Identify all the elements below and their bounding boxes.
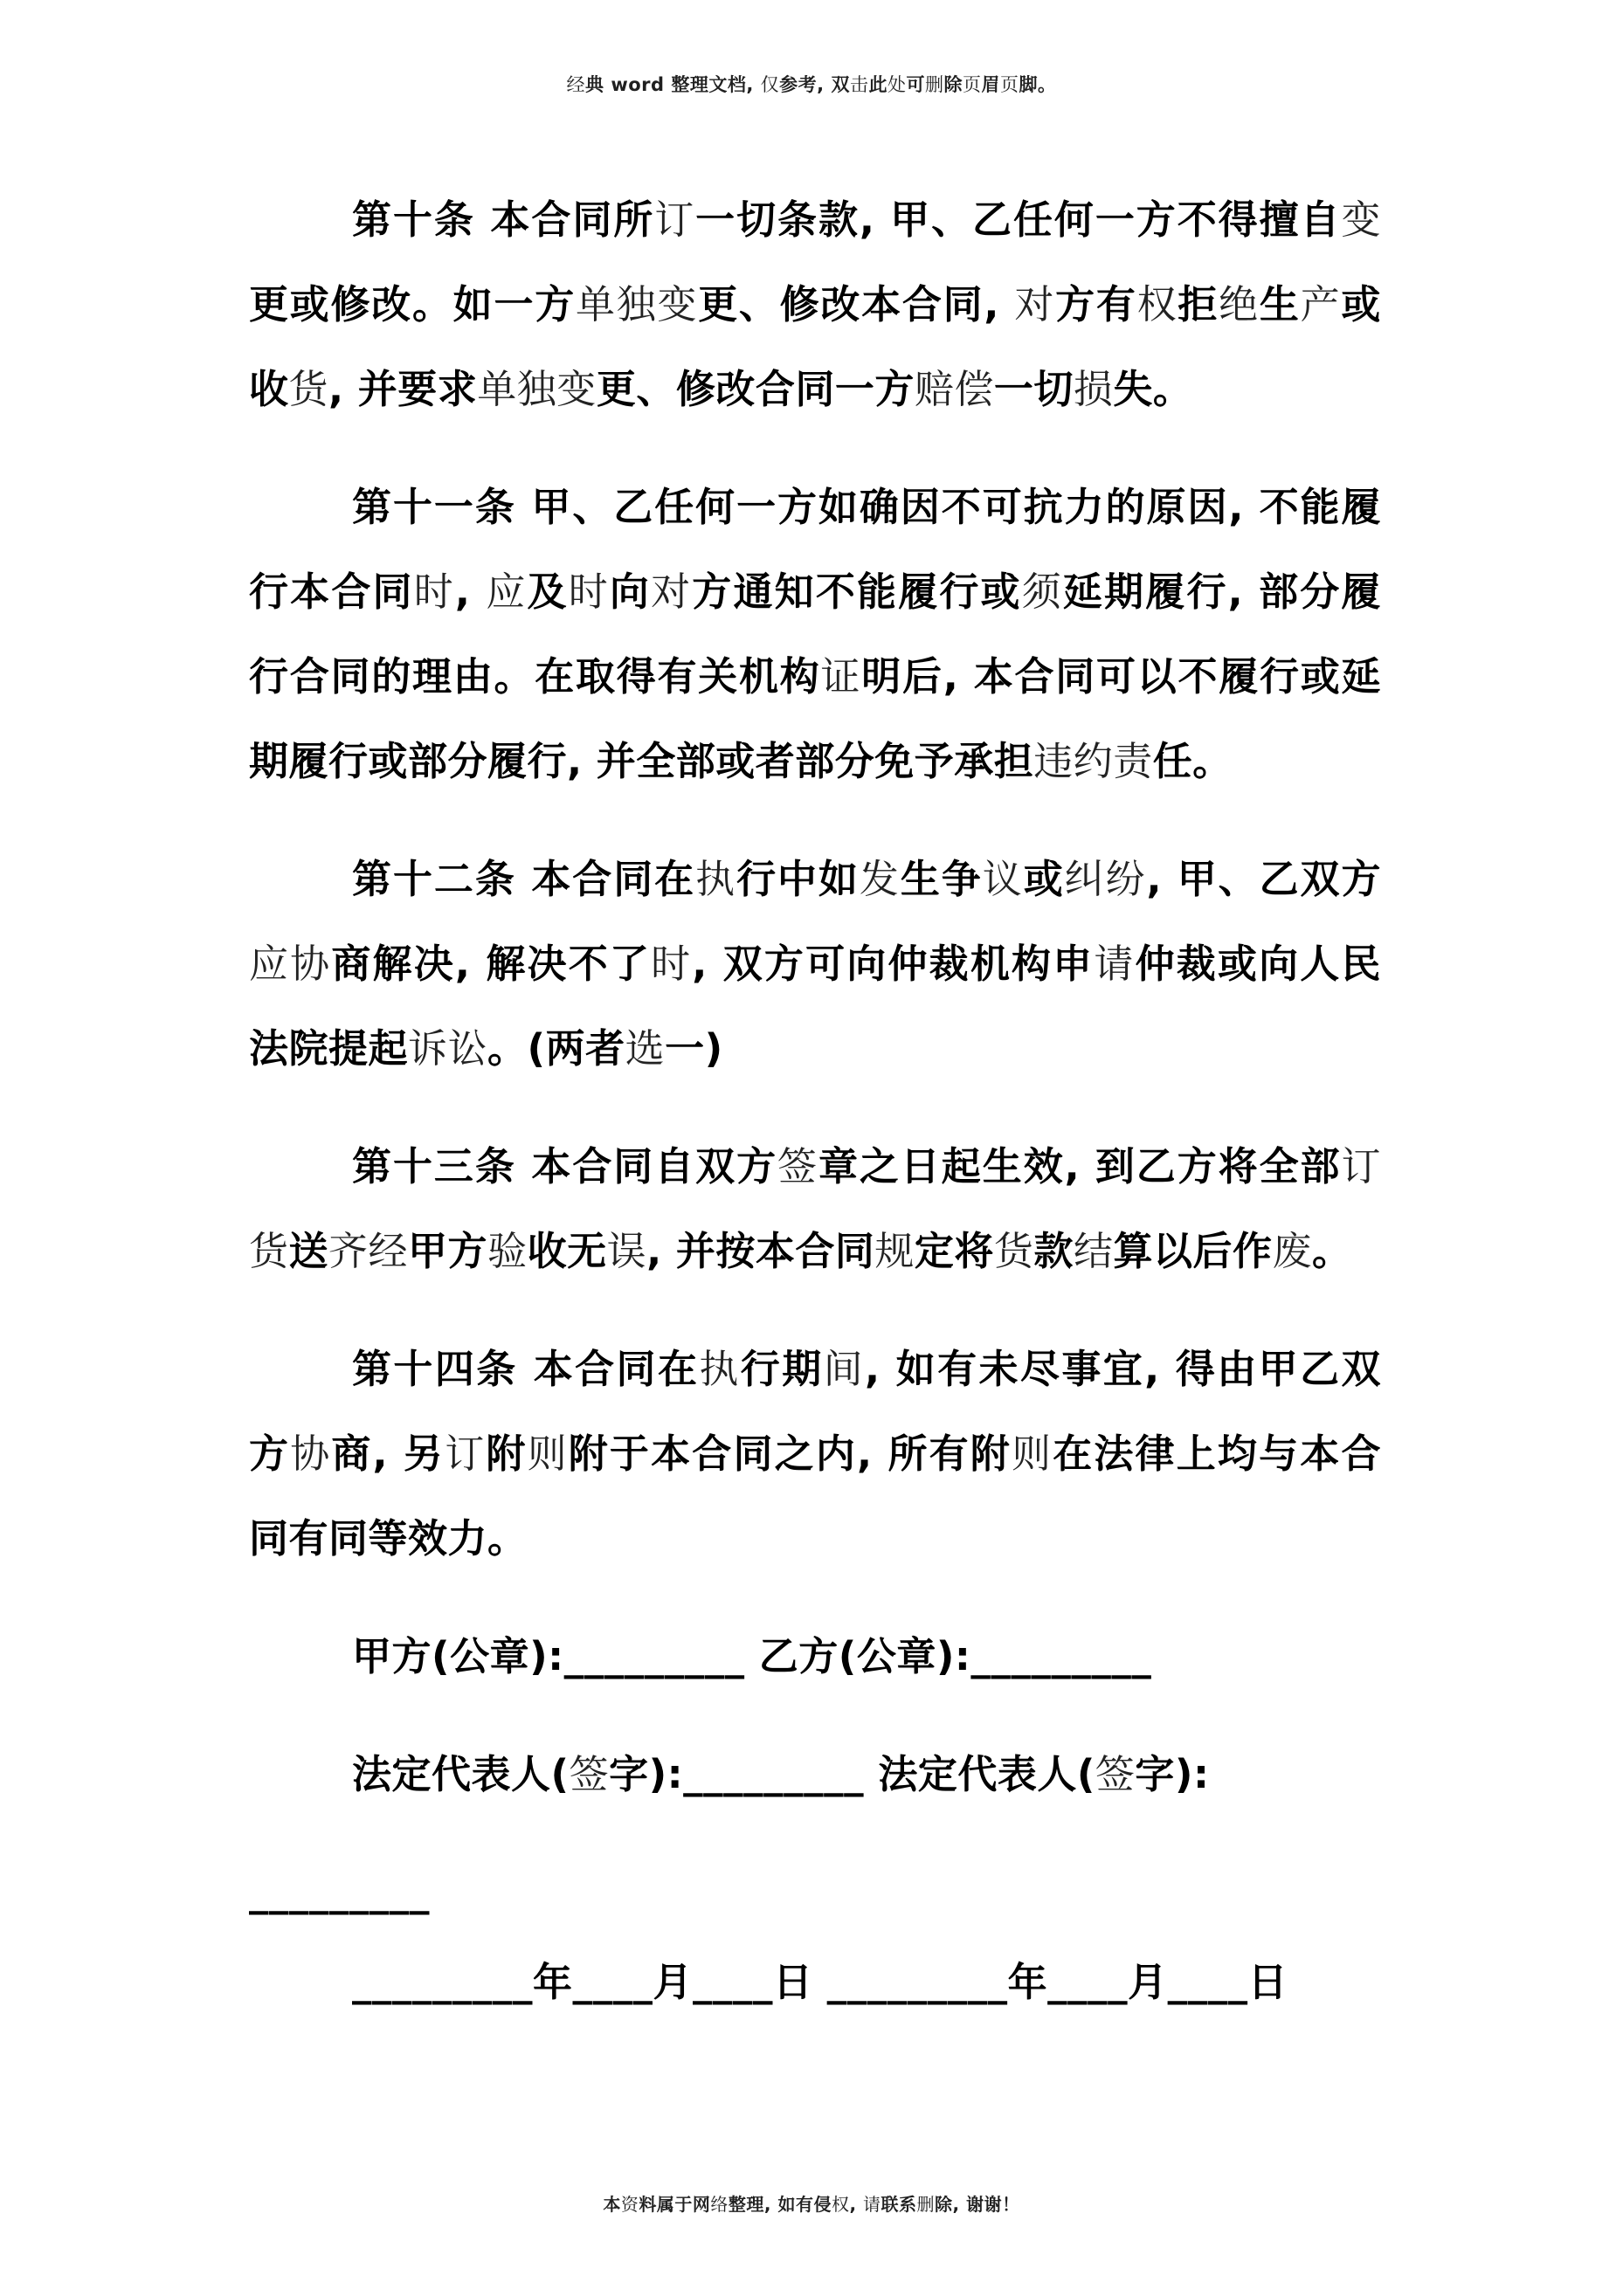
fallback-glyph-run: 执	[695, 856, 737, 902]
fallback-glyph-run: 绝	[1219, 281, 1260, 328]
fallback-glyph-run: 诉讼	[408, 1025, 488, 1072]
signature-paragraph	[249, 1732, 1381, 1817]
date-line[interactable]: _________年____月____日 _________年____月____日	[352, 1959, 1288, 2005]
fallback-glyph-run: 页	[962, 74, 982, 95]
fallback-glyph-run: 单独变	[477, 366, 597, 412]
fallback-glyph-run: 删	[924, 74, 944, 95]
contract-clause-line: 期履行或部分履行, 并全部或者部分免予承担违约责任。	[249, 738, 1233, 784]
fallback-glyph-run: 选	[625, 1025, 666, 1072]
fallback-glyph-run: 赔偿	[914, 366, 994, 412]
fallback-glyph-run: 权	[831, 2194, 850, 2215]
fallback-glyph-run: 废	[1272, 1228, 1312, 1274]
fallback-glyph-run: 发	[859, 856, 901, 902]
contract-paragraph	[249, 1124, 1381, 1293]
contract-clause-line: 行合同的理由。在取得有关机构证明后, 本合同可以不履行或延	[249, 653, 1381, 700]
fallback-glyph-run: 权	[1136, 281, 1178, 328]
signature-line[interactable]: 法定代表人(签字):_________ 法定代表人(签字):	[352, 1751, 1210, 1797]
fallback-glyph-run: 规	[874, 1228, 915, 1274]
fallback-glyph-run: 击	[849, 74, 869, 95]
fallback-glyph-run: 变	[1341, 197, 1381, 243]
contract-clause-line: 货送齐经甲方验收无误, 并按本合同规定将货款结算以后作废。	[249, 1228, 1352, 1274]
fallback-glyph-run: 须	[1021, 569, 1063, 615]
page-footer	[0, 2194, 1623, 2216]
fallback-glyph-run: 对	[651, 569, 693, 615]
fallback-glyph-run: 请	[863, 2194, 881, 2215]
fallback-glyph-run: 单独变	[575, 281, 699, 328]
contract-paragraph	[249, 837, 1381, 1091]
fallback-glyph-run: 验	[487, 1228, 528, 1274]
fallback-glyph-run: 时	[568, 569, 610, 615]
signature-paragraph	[249, 1614, 1381, 1699]
fallback-glyph-run: 应协	[249, 941, 332, 987]
contract-clause-line: 第十四条 本合同在执行期间, 如有未尽事宜, 得由甲乙双	[352, 1346, 1381, 1392]
signature-paragraph	[249, 1850, 1381, 1934]
contract-clause-line: 更或修改。如一方单独变更、修改本合同, 对方有权拒绝生产或	[249, 281, 1381, 328]
fallback-glyph-run: 签	[777, 1143, 818, 1189]
fallback-glyph-run: 货	[288, 366, 329, 412]
contract-clause-line: 第十三条 本合同自双方签章之日起生效, 到乙方将全部订	[352, 1143, 1381, 1189]
fallback-glyph-run: 时	[651, 941, 693, 987]
fallback-glyph-run: 间	[823, 1346, 866, 1392]
document-body	[249, 177, 1381, 2058]
fallback-glyph-run: 执	[699, 1346, 741, 1392]
fallback-glyph-run: 纠纷	[1064, 856, 1147, 902]
header-note[interactable]: 经典 word 整理文档, 仅参考, 双击此处可删除页眉页脚。	[566, 74, 1057, 95]
fallback-glyph-run: 议	[982, 856, 1024, 902]
fallback-glyph-run: 订	[1341, 1143, 1381, 1189]
fallback-glyph-run: 则	[527, 1431, 569, 1477]
contract-clause-line: 同有同等效力。	[249, 1515, 528, 1562]
fallback-glyph-run: 产	[1300, 281, 1342, 328]
contract-clause-line: 应协商解决, 解决不了时, 双方可向仲裁机构申请仲裁或向人民	[249, 941, 1381, 987]
fallback-glyph-run: 损	[1073, 366, 1114, 412]
contract-clause-line: 第十二条 本合同在执行中如发生争议或纠纷, 甲、乙双方	[352, 856, 1381, 902]
fallback-glyph-run: 仅	[760, 74, 780, 95]
fallback-glyph-run: 订	[654, 197, 696, 243]
date-paragraph	[249, 1940, 1381, 2024]
contract-paragraph	[249, 1327, 1381, 1581]
signature-line[interactable]: 甲方(公章):_________ 乙方(公章):_________	[352, 1633, 1152, 1679]
fallback-glyph-run: 应	[486, 569, 528, 615]
fallback-glyph-run: 签	[1095, 1751, 1136, 1797]
fallback-glyph-run: 时	[413, 569, 455, 615]
fallback-glyph-run: 误	[606, 1228, 647, 1274]
fallback-glyph-run: 经	[566, 74, 586, 95]
contract-clause-line: 方协商, 另订附则附于本合同之内, 所有附则在法律上均与本合	[249, 1431, 1381, 1477]
fallback-glyph-run: 请	[1094, 941, 1136, 987]
contract-clause-line: 行本合同时, 应及时向对方通知不能履行或须延期履行, 部分履	[249, 569, 1381, 615]
fallback-glyph-run: 资	[620, 2194, 639, 2215]
contract-paragraph	[249, 465, 1381, 803]
signature-line[interactable]: _________	[249, 1869, 430, 1915]
contract-clause-line: 收货, 并要求单独变更、修改合同一方赔偿一切损失。	[249, 366, 1193, 412]
fallback-glyph-run: 订	[445, 1431, 487, 1477]
fallback-glyph-run: 则	[1012, 1431, 1053, 1477]
fallback-glyph-run: 违约责	[1033, 738, 1153, 784]
contract-clause-line: 第十一条 甲、乙任何一方如确因不可抗力的原因, 不能履	[352, 484, 1381, 530]
page-header	[0, 73, 1623, 96]
footer-note: 本资料属于网络整理, 如有侵权, 请联系删除, 谢谢！	[603, 2194, 1020, 2215]
fallback-glyph-run: 货	[249, 1228, 289, 1274]
contract-clause-line: 第十条 本合同所订一切条款, 甲、乙任何一方不得擅自变	[352, 197, 1381, 243]
fallback-glyph-run: 络	[710, 2194, 729, 2215]
contract-paragraph	[249, 177, 1381, 431]
fallback-glyph-run: 证	[820, 653, 862, 700]
fallback-glyph-run: 处	[887, 74, 907, 95]
fallback-glyph-run: 页	[999, 74, 1019, 95]
fallback-glyph-run: 齐经	[328, 1228, 409, 1274]
fallback-glyph-run: 删	[916, 2194, 936, 2215]
fallback-glyph-run: 货	[993, 1228, 1034, 1274]
fallback-glyph-run: 协	[290, 1431, 332, 1477]
fallback-glyph-run: 结	[1073, 1228, 1114, 1274]
fallback-glyph-run: 签	[569, 1751, 610, 1797]
fallback-glyph-run: 对	[1014, 281, 1056, 328]
contract-clause-line: 法院提起诉讼。(两者选一)	[249, 1025, 723, 1072]
